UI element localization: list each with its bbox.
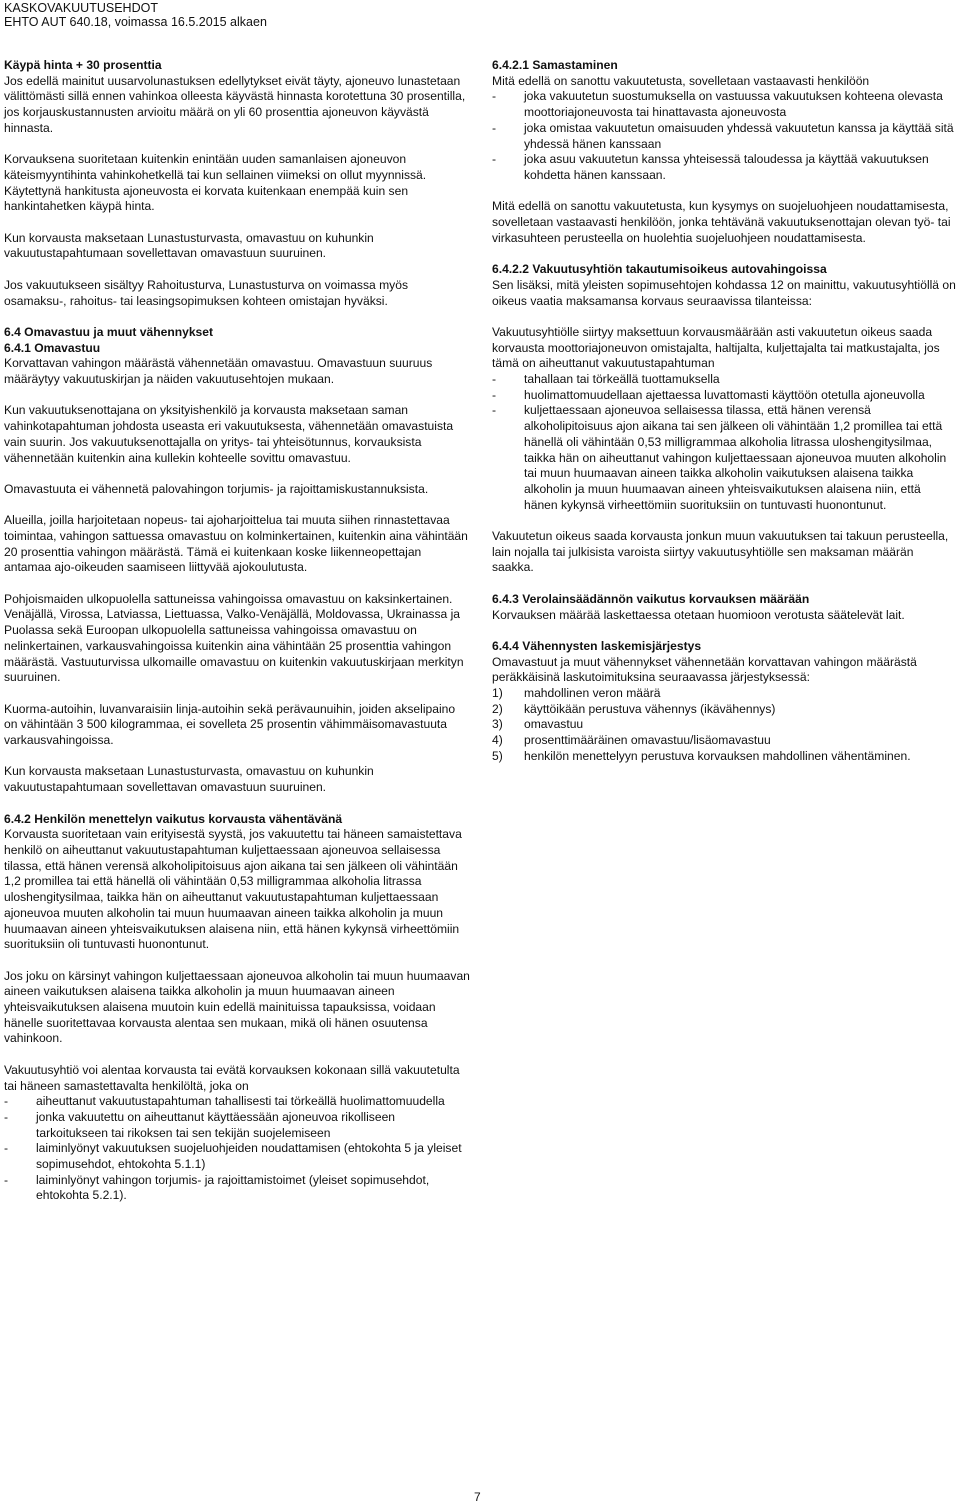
paragraph: Korvauksena suoritetaan kuitenkin enintään uuden samanlaisen ajoneuvon käteismyyntihinta vahinkohetkellä tai kun sellainen viimeksi on ollut myynnissä. Käytettynä hankitusta ajoneuvosta ei korvata kuitenkaan enempää kuin sen hankintahetken käypä hinta. (4, 152, 427, 214)
list-item: - aiheuttanut vakuutustapahtuman tahallisesti tai törkeällä huolimattomuudella (4, 1094, 445, 1109)
list-item: - kuljettaessaan ajoneuvoa sellaisessa tilassa, että hänen verensä alkoholipitoisuus ajon aikana tai sen jälkeen oli vähintään 1,2 promillea tai että hänellä oli vähintään 0,53 milligrammaa alkoholia litrassa uloshengitysilmaa, taikka hän on aiheuttanut vahingon kuljettaessaan ajoneuvoa muuten alkoholin tai muun huumaavan aineen taikka alkoholin vaikutuksen alaisena taikka alkoholin ja muun huumaavan aineen yhteisvaikutuksen alaisena niin, että hänen kykynsä virheettömiin suorituksiin on tuntuvasti huonontunut. (492, 403, 947, 512)
dash-list (492, 372, 956, 513)
page-number: 7 (474, 1490, 481, 1504)
list-item: - jonka vakuutettu on aiheuttanut käyttäessään ajoneuvoa rikolliseen tarkoitukseen tai rikoksen tai sen tekijän suojelemiseen (4, 1109, 396, 1140)
paragraph: Kun korvausta maksetaan Lunastusturvasta, omavastuu on kuhunkin vakuutustapahtumaan sovellettavan omavastuun suuruinen. (4, 764, 374, 795)
document-header (4, 1, 267, 29)
paragraph: Mitä edellä on sanottu vakuutetusta, sovelletaan vastaavasti henkilöön (492, 73, 870, 88)
paragraph: Korvausta suoritetaan vain erityisestä syystä, jos vakuutettu tai häneen samaistettava henkilö on aiheuttanut vakuutustapahtuman kuljettaessaan ajoneuvoa sellaisessa tilassa, että hänen verensä alkoholipitoisuus ajon aikana tai sen jälkeen oli vähintään 1,2 promillea tai että hänellä oli vähintään 0,53 milligrammaa alkoholia litrassa uloshengitysilmaa, taikka hän on aiheuttanut vakuutustapahtuman kuljettaessaan ajoneuvoa muuten alkoholin tai muun huumaavan aineen taikka alkoholin ja muun huumaavan aineen yhteisvaikutuksen alaisena niin, että hänen kykynsä virheettömiin suorituksiin oli tuntuvasti huonontunut. (4, 827, 462, 952)
right-column (492, 58, 956, 780)
section-heading-6-4: 6.4 Omavastuu ja muut vähennykset (4, 324, 214, 339)
paragraph: Omavastuut ja muut vähennykset vähennetään korvattavan vahingon määrästä peräkkäisinä laskutoimituksina seuraavassa järjestyksessä: (492, 654, 917, 685)
section-heading-6-4-1: 6.4.1 Omavastuu (4, 340, 101, 355)
list-item: - joka asuu vakuutetun kanssa yhteisessä taloudessa ja käyttää vakuutuksen kohdetta hänen kanssaan. (492, 152, 929, 182)
header-version: EHTO AUT 640.18, voimassa 16.5.2015 alkaen (4, 15, 267, 29)
header-title: KASKOVAKUUTUSEHDOT (4, 1, 158, 15)
list-item: 3) omavastuu (492, 717, 584, 732)
section-heading-6-4-2-1: 6.4.2.1 Samastaminen (492, 58, 618, 72)
list-item: 2) käyttöikään perustuva vähennys (ikävähennys) (492, 701, 776, 716)
paragraph: Jos joku on kärsinyt vahingon kuljettaessaan ajoneuvoa alkoholin tai muun huumaavan aineen vaikutuksen alaisena taikka alkoholin ja muun huumaavan aineen yhteisvaikutuksen alaisena muutoin kuin edellä mainituissa tapauksissa, voidaan hänelle suoritettavaa korvausta alentaa sen mukaan, mikä oli hänen osuutensa vahinkoon. (4, 968, 470, 1046)
list-item: - joka vakuutetun suostumuksella on vastuussa vakuutuksen kohteena olevasta moottoriajoneuvosta tai hinattavasta ajoneuvosta (492, 89, 943, 120)
paragraph: Omavastuuta ei vähennetä palovahingon torjumis- ja rajoittamiskustannuksista. (4, 481, 429, 496)
paragraph: Korvattavan vahingon määrästä vähennetään omavastuu. Omavastuun suuruus määräytyy vakuutuskirjan ja näiden vakuutusehtojen mukaan. (4, 356, 433, 386)
paragraph: Vakuutusyhtiölle siirtyy maksettuun korvausmäärään asti vakuutetun oikeus saada korvausta moottoriajoneuvon omistajalta, haltijalta, kuljettajalta tai matkustajalta, jos tämä on aiheuttanut vakuutustapahtuman (492, 324, 940, 371)
list-item: - huolimattomuudellaan ajettaessa luvattomasti käyttöön otetulla ajoneuvolla (492, 387, 925, 402)
list-item: - tahallaan tai törkeällä tuottamuksella (492, 372, 720, 387)
list-item: - joka omistaa vakuutetun omaisuuden yhdessä vakuutetun kanssa ja käyttää sitä yhdessä hänen kanssaan (492, 120, 954, 151)
left-column (4, 58, 470, 1220)
section-heading-6-4-4: 6.4.4 Vähennysten laskemisjärjestys (492, 638, 702, 653)
paragraph: Sen lisäksi, mitä yleisten sopimusehtojen kohdassa 12 on mainittu, vakuutusyhtiöllä on oikeus vaatia maksamansa korvaus seuraavissa tilanteissa: (492, 277, 956, 308)
paragraph: Pohjoismaiden ulkopuolella sattuneissa vahingoissa omavastuu on kaksinkertainen. Venäjällä, Virossa, Latviassa, Liettuassa, Valko-Venäjällä, Moldovassa, Ukrainassa ja Puolassa sekä Euroopan ulkopuolella sattuneissa vahingoissa omavastuu on nelinkertainen, varkausvahingoissa kuitenkin aina vähintään 25 prosenttia vahingon määrästä. Vastuuturvissa ulkomaille omavastuu on kuitenkin vakuutuskirjaan merkityn suuruinen. (4, 591, 464, 685)
dash-list (492, 89, 956, 183)
paragraph: Kun vakuutuksenottajana on yksityishenkilö ja korvausta maksetaan saman vahinkotapahtuman johdosta useasta eri vakuutuksesta, vähennetään omavastuista vain suurin. Jos vakuutuksenottajalla on yritys- tai yhteisötunnus, korvauksista vähennetään kuitenkin aina kullekin kohteelle sovittu omavastuu. (4, 403, 454, 465)
section-heading-6-4-3: 6.4.3 Verolainsäädännön vaikutus korvauksen määrään (492, 591, 810, 606)
paragraph: Jos edellä mainitut uusarvolunastuksen edellytykset eivät täyty, ajoneuvo lunastetaan välittömästi sillä ennen vahinkoa olleesta käyvästä hinnasta korotettuna 30 prosentilla, jos korjauskustannusten arvioitu määrä on yli 60 prosenttia ajoneuvon käyvästä hinnasta. (4, 73, 466, 135)
list-item: 4) prosenttimääräinen omavastuu/lisäomavastuu (492, 733, 771, 748)
paragraph: Jos vakuutukseen sisältyy Rahoitusturva, Lunastusturva on voimassa myös osamaksu-, rahoitus- tai leasingsopimuksen kohteen omistajan hyväksi. (4, 277, 408, 308)
paragraph: Alueilla, joilla harjoitetaan nopeus- tai ajoharjoittelua tai muuta siihen rinnastettavaa toimintaa, vahingon sattuessa omavastuu on kolminkertainen, kuitenkin aina vähintään 20 prosenttia vahingon määrästä. Tämä ei kuitenkaan koske liikenneopettajan antamaa ajo-oikeuden saamiseen liittyvää ajokoulutusta. (4, 513, 468, 575)
section-heading-6-4-2-2: 6.4.2.2 Vakuutusyhtiön takautumisoikeus autovahingoissa (492, 262, 827, 277)
paragraph: Kuorma-autoihin, luvanvaraisiin linja-autoihin sekä perävaunuihin, joiden akselipaino on vähintään 3 500 kilogrammaa, ei sovelleta 25 prosentin vähimmäisomavastuuta varkausvahingoissa. (4, 701, 456, 748)
list-item: - laiminlyönyt vahingon torjumis- ja rajoittamistoimet (yleiset sopimusehdot, ehtokohta 5.2.1). (4, 1172, 430, 1203)
paragraph: Vakuutetun oikeus saada korvausta jonkun muun vakuutuksen tai takuun perusteella, lain nojalla tai julkisista varoista siirtyy vakuutusyhtiölle sen maksaman määrän saakka. (492, 529, 949, 575)
paragraph: Korvauksen määrää laskettaessa otetaan huomioon verotusta säätelevät lait. (492, 607, 905, 622)
numbered-list (492, 686, 956, 765)
section-heading: Käypä hinta + 30 prosenttia (4, 58, 162, 72)
list-item: - laiminlyönyt vakuutuksen suojeluohjeiden noudattamisen (ehtokohta 5 ja yleiset sopimusehdot, ehtokohta 5.1.1) (4, 1141, 462, 1172)
paragraph: Kun korvausta maksetaan Lunastusturvasta, omavastuu on kuhunkin vakuutustapahtumaan sovellettavan omavastuun suuruinen. (4, 230, 374, 261)
section-heading-6-4-2: 6.4.2 Henkilön menettelyn vaikutus korvausta vähentävänä (4, 811, 343, 826)
dash-list (4, 1094, 470, 1204)
list-item: 5) henkilön menettelyyn perustuva korvauksen mahdollinen vähentäminen. (492, 748, 911, 763)
paragraph: Mitä edellä on sanottu vakuutetusta, kun kysymys on suojeluohjeen noudattamisesta, sovelletaan vastaavasti henkilöön, jonka tehtävänä vakuutuksenottajan olevan työ- tai virkasuhteen perusteella on huolehtia suojeluohjeen noudattamisesta. (492, 199, 951, 245)
paragraph: Vakuutusyhtiö voi alentaa korvausta tai evätä korvauksen kokonaan sillä vakuutetulta tai häneen samastettavalta henkilöltä, joka on (4, 1062, 460, 1093)
list-item: 1) mahdollinen veron määrä (492, 686, 661, 701)
